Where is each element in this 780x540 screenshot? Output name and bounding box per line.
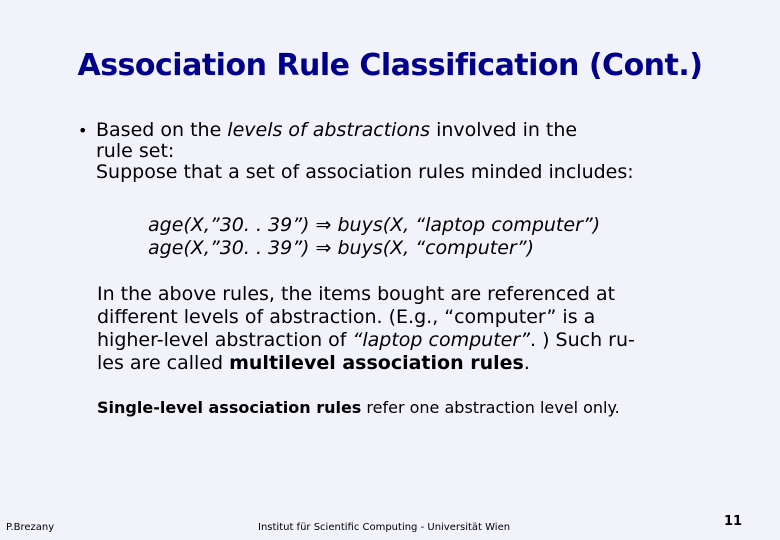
bullet-text-pre: Based on the [96, 119, 228, 141]
bullet-line-3: Suppose that a set of association rules minded includes: [96, 161, 634, 183]
para-line-3 [97, 329, 737, 352]
explanation-paragraph [97, 283, 737, 375]
bullet-block [78, 120, 738, 183]
para-line-1: In the above rules, the items bought are referenced at [97, 283, 616, 305]
rule-1-rhs: buys(X, “laptop computer”) [337, 214, 601, 236]
implies-icon: ⇒ [315, 214, 332, 236]
single-level-note [97, 397, 620, 419]
page-number: 11 [724, 514, 743, 529]
rule-2-lhs: age(X,”30. . 39”) [148, 237, 310, 259]
bullet-dot-icon: • [78, 121, 88, 140]
single-level-rest: refer one abstraction level only. [361, 398, 620, 417]
implies-icon: ⇒ [315, 237, 332, 259]
bullet-line-2: rule set: [96, 140, 175, 162]
para-line-2: different levels of abstraction. (E.g., “computer” is a [97, 306, 596, 328]
single-level-bold: Single-level association rules [97, 398, 362, 417]
rule-2 [148, 237, 748, 260]
para-line-4 [97, 352, 737, 375]
rule-1-lhs: age(X,”30. . 39”) [148, 214, 310, 236]
bullet-line-1 [78, 120, 738, 141]
rule-2-rhs: buys(X, “computer”) [337, 237, 534, 259]
rule-1 [148, 214, 748, 237]
para-line-3-post: . ) Such ru- [530, 329, 635, 351]
footer-institute: Institut für Scientific Computing - Universität Wien [258, 522, 511, 533]
para-line-4-post: . [523, 352, 530, 374]
slide-title: Association Rule Classification (Cont.) [77, 48, 703, 83]
footer-author: P.Brezany [6, 522, 55, 533]
rules-block [148, 214, 748, 260]
para-line-4-pre: les are called [97, 352, 230, 374]
para-line-3-pre: higher-level abstraction of [97, 329, 353, 351]
bullet-text-post: involved in the [430, 119, 578, 141]
para-line-3-italic: “laptop computer” [352, 329, 531, 351]
bullet-text-italic: levels of abstractions [227, 119, 431, 141]
para-line-4-bold: multilevel association rules [229, 352, 524, 374]
